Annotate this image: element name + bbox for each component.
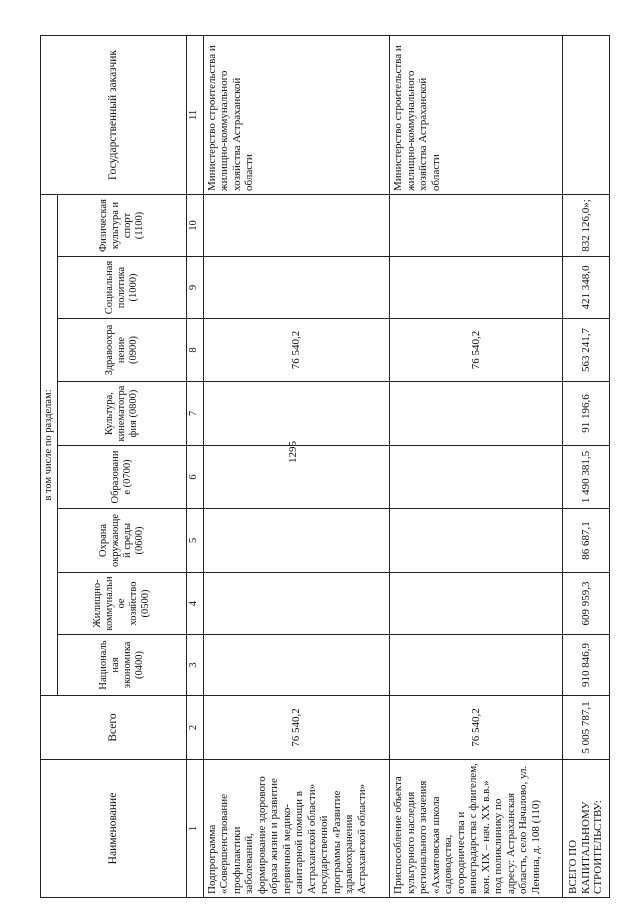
row-sport [390,194,563,256]
totals-sport: 832 126,0»; [562,194,609,256]
row-education [390,446,563,509]
header-customer: Государственный заказчик [41,35,187,194]
capital-construction-table [40,35,610,898]
header-culture: Культура, кинематография (0800) [57,382,186,446]
row-environment [390,509,563,573]
totals-housing: 609 959,3 [562,573,609,635]
column-number: 2 [186,696,203,760]
totals-row [562,35,609,897]
column-number: 9 [186,257,203,319]
column-number-row [186,35,203,897]
page-number: 1295 [287,441,299,463]
totals-health: 563 241,7 [562,319,609,382]
row-housing [390,573,563,635]
totals-social: 421 348,0 [562,257,609,319]
totals-customer [562,35,609,194]
totals-total: 5 005 787,1 [562,696,609,760]
column-number: 8 [186,319,203,382]
header-total: Всего [41,696,187,760]
column-number: 5 [186,509,203,573]
table-container [40,36,610,898]
row-customer: Министерство строительства и жилищно-коммунального хозяйства Астраханской области [203,35,390,194]
header-sport: Физическая культура и спорт (1100) [57,194,186,256]
header-name: Наименование [41,760,187,898]
row-name: Приспособление объекта культурного наследия регионального значения «Ахматовская школа садоводства, огородничества и виноградарства с флигелем, кон. XIX – нач. XX в.в.» под поликлинику по адресу: Астраханская область, село Началово, ул. Ленина, д. 108 (110) [390,760,563,898]
row-social [203,257,390,319]
column-number: 11 [186,35,203,194]
header-sections-group: в том числе по разделам: [41,194,58,695]
header-social: Социальная политика (1000) [57,257,186,319]
header-education: Образование (0700) [57,446,186,509]
column-number: 3 [186,635,203,696]
row-economy [203,635,390,696]
row-social [390,257,563,319]
row-total: 76 540,2 [390,696,563,760]
header-housing: Жилищно-коммунальное хозяйство (0500) [57,573,186,635]
totals-education: 1 490 381,5 [562,446,609,509]
table-row [390,35,563,897]
column-number: 10 [186,194,203,256]
header-health: Здравоохранение (0900) [57,319,186,382]
row-education [203,446,390,509]
row-total: 76 540,2 [203,696,390,760]
header-row-1 [41,35,58,897]
row-economy [390,635,563,696]
totals-culture: 91 196,6 [562,382,609,446]
row-health: 76 540,2 [390,319,563,382]
row-environment [203,509,390,573]
row-culture [390,382,563,446]
totals-label: ВСЕГО ПО КАПИТАЛЬНОМУ СТРОИТЕЛЬСТВУ: [562,760,609,898]
row-culture [203,382,390,446]
row-customer: Министерство строительства и жилищно-коммунального хозяйства Астраханской области [390,35,563,194]
header-environment: Охрана окружающей среды (0600) [57,509,186,573]
totals-economy: 910 846,9 [562,635,609,696]
column-number: 4 [186,573,203,635]
totals-environment: 86 687,1 [562,509,609,573]
column-number: 7 [186,382,203,446]
column-number: 1 [186,760,203,898]
header-economy: Национальная экономика (0400) [57,635,186,696]
column-number: 6 [186,446,203,509]
row-name: Подпрограмма «Совершенствование профилактики заболеваний, формирование здорового образа жизни и развитие первичной медико-санитарной помощи в Астраханской области» государственной программы «Развитие здравоохранения Астраханской области» [203,760,390,898]
row-health: 76 540,2 [203,319,390,382]
table-row [203,35,390,897]
row-sport [203,194,390,256]
row-housing [203,573,390,635]
